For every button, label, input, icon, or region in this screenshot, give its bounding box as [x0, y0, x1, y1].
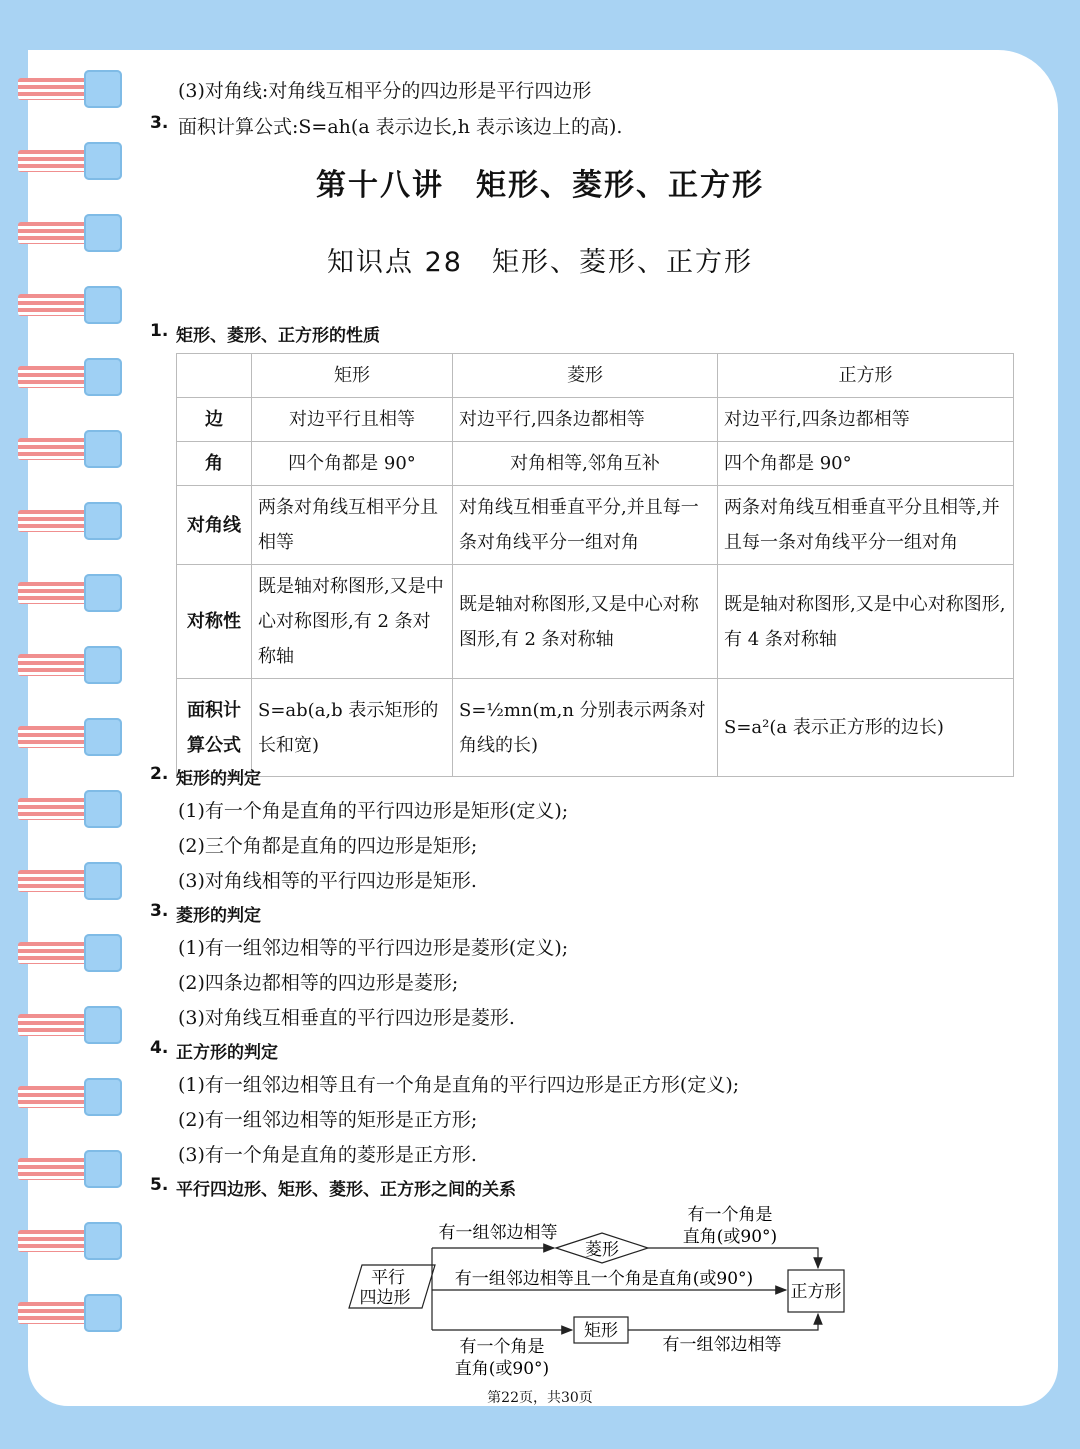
list-item: (3)对角线相等的平行四边形是矩形. [178, 870, 477, 892]
list-item: (1)有一组邻边相等且有一个角是直角的平行四边形是正方形(定义); [178, 1074, 740, 1096]
binding-ring [18, 1222, 108, 1262]
binding-ring [18, 718, 108, 758]
table-cell: 两条对角线互相垂直平分且相等,并且每一条对角线平分一组对角 [718, 486, 1014, 565]
binding-ring [18, 574, 108, 614]
section-number: 4. [150, 1038, 169, 1058]
section-number: 3. [150, 901, 169, 921]
list-item: (2)四条边都相等的四边形是菱形; [178, 972, 459, 994]
list-item: (1)有一组邻边相等的平行四边形是菱形(定义); [178, 937, 569, 959]
table-row [177, 442, 1014, 486]
table-cell: 对边平行且相等 [252, 398, 453, 442]
relationship-diagram [340, 1200, 860, 1385]
rectangle-label: 矩形 [584, 1321, 618, 1341]
binding-ring [18, 862, 108, 902]
binding-ring [18, 430, 108, 470]
binding-ring [18, 934, 108, 974]
table-cell: 对边平行,四条边都相等 [453, 398, 718, 442]
edge-label: 有一组邻边相等 [662, 1335, 782, 1355]
binding-ring [18, 502, 108, 542]
table-cell: 四个角都是 90° [252, 442, 453, 486]
parallelogram-label: 四边形 [359, 1288, 411, 1308]
binding-ring [18, 1150, 108, 1190]
binding-ring [18, 790, 108, 830]
binding-ring [18, 286, 108, 326]
table-cell: S=ab(a,b 表示矩形的长和宽) [252, 679, 453, 777]
column-header: 菱形 [453, 354, 718, 398]
arrow-rectangle-to-square [628, 1314, 818, 1330]
edge-label: 有一组邻边相等 [438, 1223, 558, 1243]
section-title: 正方形的判定 [176, 1043, 278, 1063]
page-title: 第十八讲 矩形、菱形、正方形 [316, 168, 764, 203]
edge-label: 直角(或90°) [682, 1227, 778, 1247]
arrow-rhombus-to-square [648, 1248, 818, 1268]
row-header: 角 [177, 442, 252, 486]
intro-line: 面积计算公式:S=ah(a 表示边长,h 表示该边上的高). [178, 116, 623, 138]
row-header: 对称性 [177, 565, 252, 679]
list-item: (3)对角线互相垂直的平行四边形是菱形. [178, 1007, 515, 1029]
section-title: 矩形、菱形、正方形的性质 [176, 326, 380, 346]
binding-ring [18, 1078, 108, 1118]
table-row [177, 486, 1014, 565]
binding-ring [18, 70, 108, 110]
column-header: 矩形 [252, 354, 453, 398]
table-cell: 对角相等,邻角互补 [453, 442, 718, 486]
binding-ring [18, 358, 108, 398]
section-number: 2. [150, 764, 169, 784]
table-row [177, 679, 1014, 777]
parallelogram-label: 平行 [371, 1268, 405, 1288]
table-cell: 两条对角线互相平分且相等 [252, 486, 453, 565]
binding-ring [18, 1294, 108, 1334]
page-subtitle: 知识点 28 矩形、菱形、正方形 [327, 247, 753, 278]
list-item: (3)有一个角是直角的菱形是正方形. [178, 1144, 477, 1166]
table-corner [177, 354, 252, 398]
list-item: (1)有一个角是直角的平行四边形是矩形(定义); [178, 800, 569, 822]
table-header-row [177, 354, 1014, 398]
edge-label: 有一个角是 [687, 1205, 773, 1225]
rhombus-label: 菱形 [585, 1240, 619, 1260]
edge-label: 有一组邻边相等且一个角是直角(或90°) [454, 1269, 754, 1289]
page-footer: 第22页，共30页 [487, 1390, 593, 1406]
table-row [177, 398, 1014, 442]
table-row [177, 565, 1014, 679]
edge-label: 直角(或90°) [454, 1359, 550, 1379]
table-cell: 对边平行,四条边都相等 [718, 398, 1014, 442]
table-cell: 对角线互相垂直平分,并且每一条对角线平分一组对角 [453, 486, 718, 565]
table-cell: 既是轴对称图形,又是中心对称图形,有 4 条对称轴 [718, 565, 1014, 679]
intro-line: (3)对角线:对角线互相平分的四边形是平行四边形 [178, 80, 592, 102]
row-header: 对角线 [177, 486, 252, 565]
row-header: 边 [177, 398, 252, 442]
square-label: 正方形 [790, 1282, 842, 1302]
table-cell: S=½mn(m,n 分别表示两条对角线的长) [453, 679, 718, 777]
binding-ring [18, 1006, 108, 1046]
column-header: 正方形 [718, 354, 1014, 398]
row-header: 面积计算公式 [177, 679, 252, 777]
list-item: (2)三个角都是直角的四边形是矩形; [178, 835, 478, 857]
edge-label: 有一个角是 [459, 1337, 545, 1357]
table-cell: 既是轴对称图形,又是中心对称图形,有 2 条对称轴 [453, 565, 718, 679]
properties-table [176, 353, 1014, 777]
section-title: 平行四边形、矩形、菱形、正方形之间的关系 [176, 1180, 516, 1200]
section-number: 3. [150, 113, 169, 133]
list-item: (2)有一组邻边相等的矩形是正方形; [178, 1109, 478, 1131]
table-cell: S=a²(a 表示正方形的边长) [718, 679, 1014, 777]
table-cell: 既是轴对称图形,又是中心对称图形,有 2 条对称轴 [252, 565, 453, 679]
binding-ring [18, 646, 108, 686]
table-cell: 四个角都是 90° [718, 442, 1014, 486]
section-title: 菱形的判定 [176, 906, 261, 926]
section-number: 1. [150, 321, 169, 341]
section-number: 5. [150, 1175, 169, 1195]
section-title: 矩形的判定 [176, 769, 261, 789]
